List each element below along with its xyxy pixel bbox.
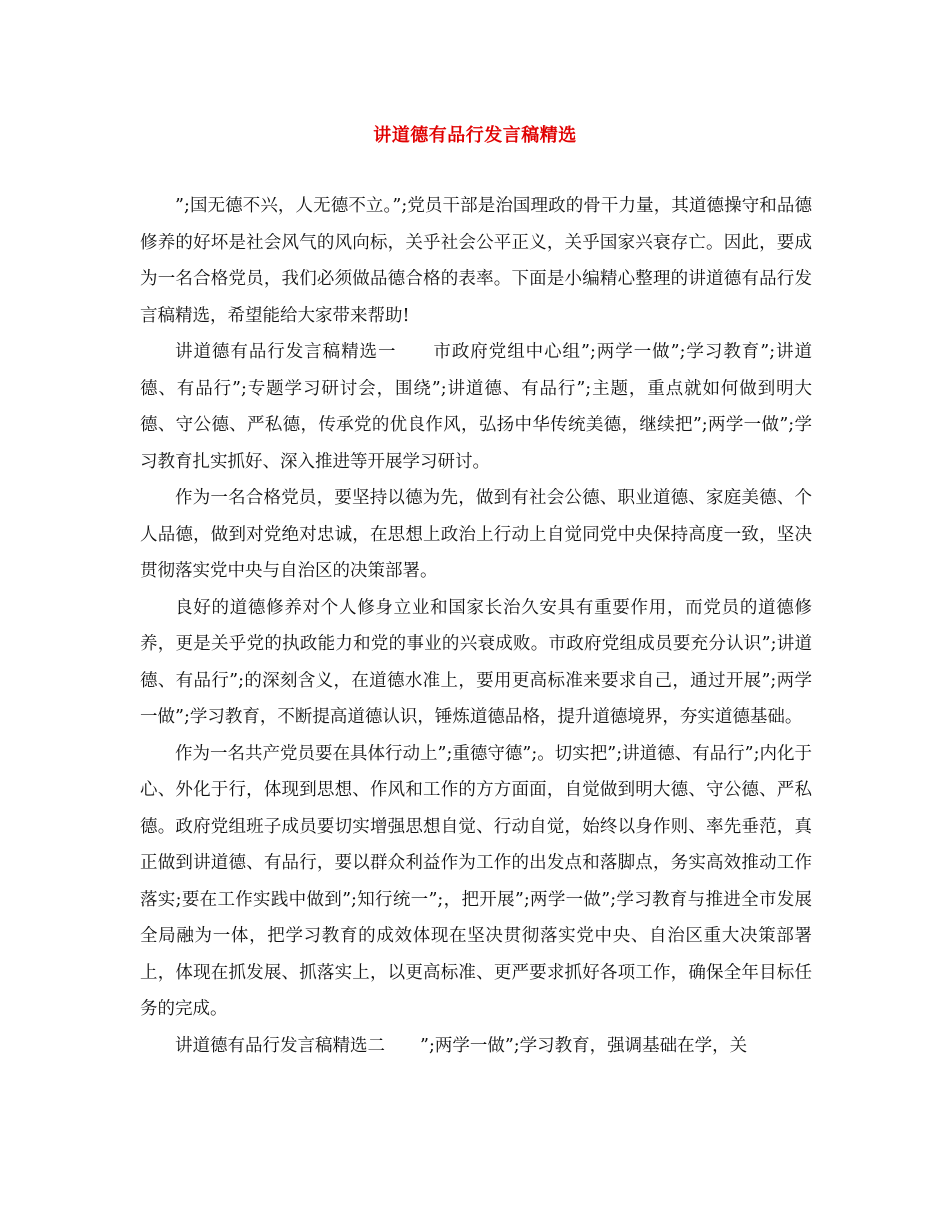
paragraph-concrete-action: 作为一名共产党员要在具体行动上”;重德守德”;。切实把”;讲道德、有品行”;内化于心、外化于行，体现到思想、作风和工作的方方面面，自觉做到明大德、守公德、严私德。政府党组班子成员要切实增强思想自觉、行动自觉，始终以身作则、率先垂范，真正做到讲道德、有品行，要以群众利益作为工作的出发点和落脚点，务实高效推动工作落实;要在工作实践中做到”;知行统一”;，把开展”;两学一做”;学习教育与推进全市发展全局融为一体，把学习教育的成效体现在坚决贯彻落实党中央、自治区重大决策部署上，体现在抓发展、抓落实上，以更高标准、更严要求抓好各项工作，确保全年目标任务的完成。 <box>140 743 812 1019</box>
paragraph-intro: ”;国无德不兴，人无德不立。”;党员干部是治国理政的骨干力量，其道德操守和品德修养的好坏是社会风气的风向标，关乎社会公平正义，关乎国家兴衰存亡。因此，要成为一名合格党员，我们必须做品德合格的表率。下面是小编精心整理的讲道德有品行发言稿精选，希望能给大家带来帮助! <box>140 196 812 326</box>
document-body <box>140 188 812 1064</box>
paragraph-moral-cultivation: 良好的道德修养对个人修身立业和国家长治久安具有重要作用，而党员的道德修养，更是关乎党的执政能力和党的事业的兴衰成败。市政府党组成员要充分认识”;讲道德、有品行”;的深刻含义，在道德水准上，要用更高标准来要求自己，通过开展”;两学一做”;学习教育，不断提高道德认识，锤炼道德品格，提升道德境界，夯实道德基础。 <box>140 597 812 727</box>
paragraph-selection-two: 讲道德有品行发言稿精选二 ”;两学一做”;学习教育，强调基础在学，关 <box>175 1035 748 1056</box>
document-title: 讲道德有品行发言稿精选 <box>373 125 577 146</box>
paragraph-qualified-member: 作为一名合格党员，要坚持以德为先，做到有社会公德、职业道德、家庭美德、个人品德，做到对党绝对忠诚，在思想上政治上行动上自觉同党中央保持高度一致，坚决贯彻落实党中央与自治区的决策部署。 <box>140 488 812 581</box>
paragraph-selection-one: 讲道德有品行发言稿精选一 市政府党组中心组”;两学一做”;学习教育”;讲道德、有品行”;专题学习研讨会，围绕”;讲道德、有品行”;主题，重点就如何做到明大德、守公德、严私德，传承党的优良作风，弘扬中华传统美德，继续把”;两学一做”;学习教育扎实抓好、深入推进等开展学习研讨。 <box>140 342 812 472</box>
